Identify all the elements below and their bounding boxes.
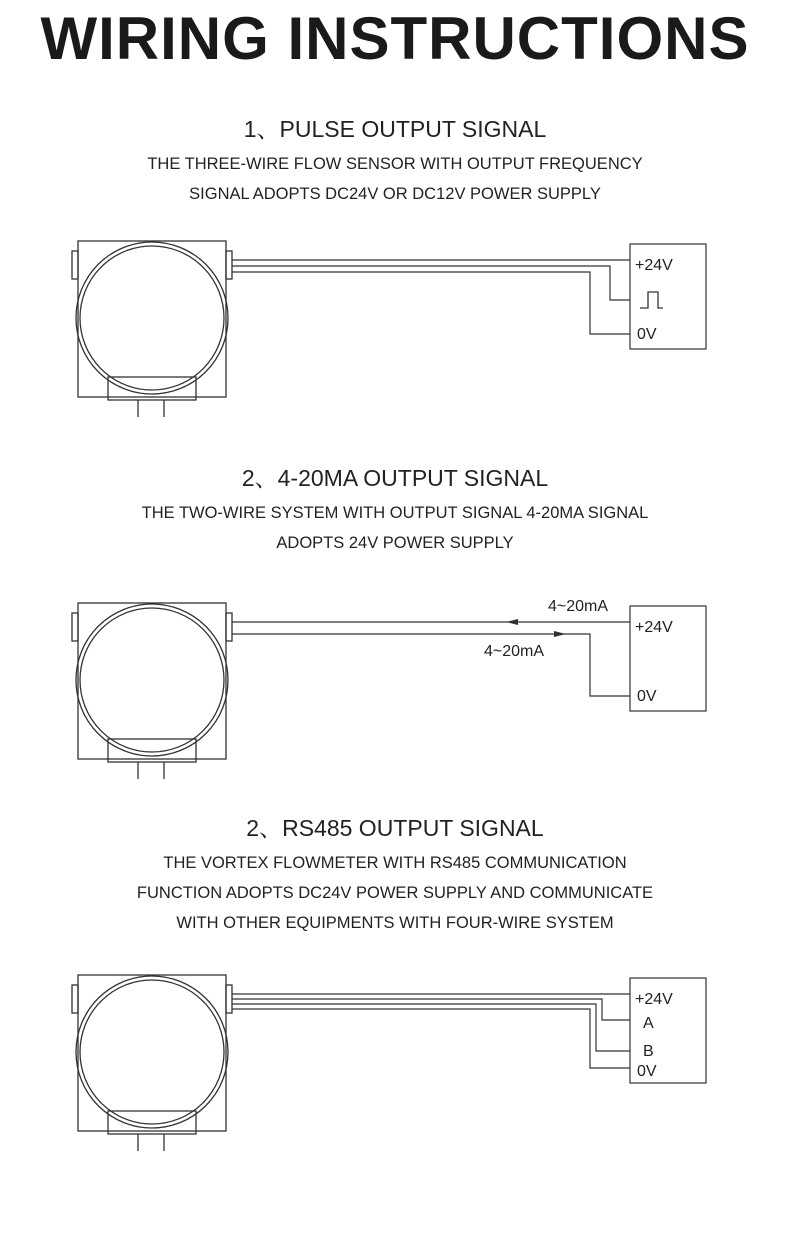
section-description	[0, 149, 790, 209]
terminal-label: B	[643, 1043, 654, 1060]
signal-wires	[232, 622, 630, 696]
description-line: THE TWO-WIRE SYSTEM WITH OUTPUT SIGNAL 4-20MA SIGNAL	[141, 504, 649, 522]
rs485-wiring-svg	[0, 964, 790, 1164]
section-description	[0, 498, 790, 558]
signal-wires	[232, 260, 630, 334]
description-line: FUNCTION ADOPTS DC24V POWER SUPPLY AND COMMUNICATE	[136, 884, 654, 902]
description-line: ADOPTS 24V POWER SUPPLY	[276, 534, 514, 552]
signal-wires	[232, 994, 630, 1068]
current-loop-svg	[0, 592, 790, 792]
terminal-label: +24V	[635, 991, 673, 1008]
description-line: SIGNAL ADOPTS DC24V OR DC12V POWER SUPPLY	[189, 185, 601, 203]
current-loop-wiring-diagram	[0, 592, 790, 792]
flowmeter-body	[72, 603, 232, 779]
flowmeter-body	[72, 241, 232, 417]
pulse-wiring-diagram	[0, 230, 790, 430]
section-rs485-output	[0, 814, 790, 938]
section-heading: 2、4-20MA OUTPUT SIGNAL	[241, 465, 549, 491]
arrow-right-icon	[554, 631, 566, 637]
terminal-label: 0V	[637, 1063, 657, 1080]
terminal-label: A	[643, 1015, 654, 1032]
description-line: THE VORTEX FLOWMETER WITH RS485 COMMUNICATION	[163, 854, 627, 872]
pulse-symbol	[640, 292, 663, 308]
section-description	[0, 848, 790, 938]
section-4-20ma-output	[0, 464, 790, 558]
flowmeter-body	[72, 975, 232, 1151]
description-line: THE THREE-WIRE FLOW SENSOR WITH OUTPUT FREQUENCY	[147, 155, 643, 173]
page-title: WIRING INSTRUCTIONS	[40, 5, 750, 72]
terminal-label: +24V	[635, 257, 673, 274]
terminal-label: 0V	[637, 326, 657, 343]
current-label: 4~20mA	[548, 598, 609, 615]
terminal-label: 0V	[637, 688, 657, 705]
section-heading: 2、RS485 OUTPUT SIGNAL	[246, 815, 544, 841]
section-heading: 1、PULSE OUTPUT SIGNAL	[243, 116, 547, 142]
arrow-left-icon	[506, 619, 518, 625]
pulse-wiring-svg	[0, 230, 790, 430]
description-line: WITH OTHER EQUIPMENTS WITH FOUR-WIRE SYSTEM	[176, 914, 614, 932]
section-pulse-output	[0, 115, 790, 209]
current-label: 4~20mA	[484, 643, 545, 660]
rs485-wiring-diagram	[0, 964, 790, 1164]
terminal-label: +24V	[635, 619, 673, 636]
